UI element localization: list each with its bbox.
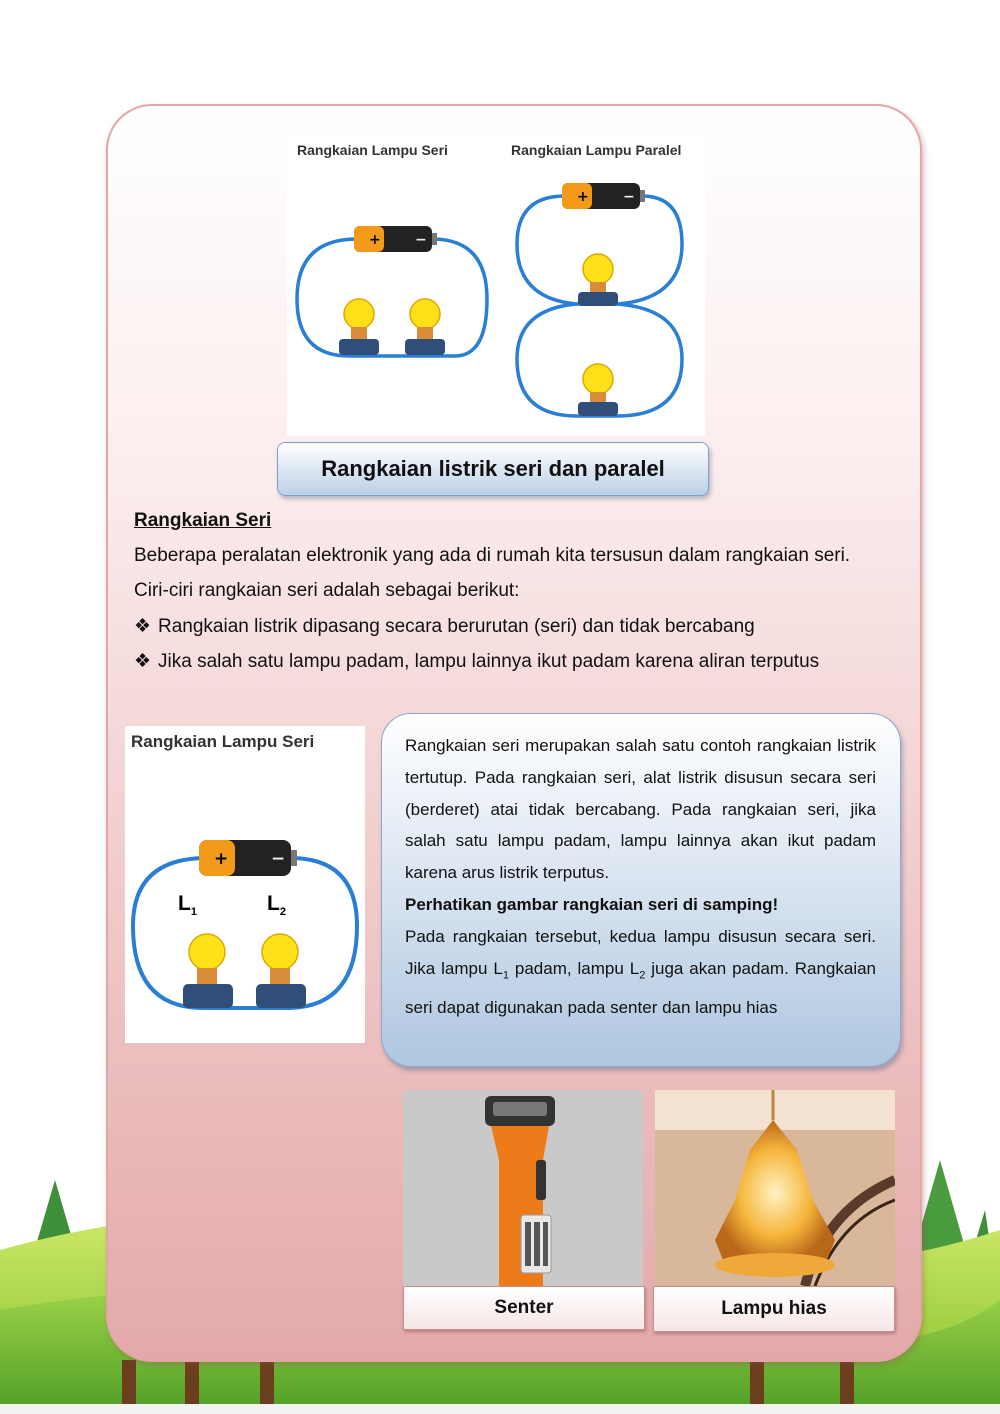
info-paragraph-1: Rangkaian seri merupakan salah satu contoh rangkaian listrik tertutup. Pada rangkaian seri, alat listrik disusun secara seri (berderet) atai tidak bercabang. Pada rangkaian seri, jika salah satu lampu padam, lampu lainnya akan ikut padam karena arus listrik terputus. [405, 736, 876, 883]
series-circuit-label: Rangkaian Lampu Seri [297, 142, 448, 158]
flashlight-icon [403, 1090, 643, 1286]
intro-line-1: Beberapa peralatan elektronik yang ada di rumah kita tersusun dalam rangkaian seri. [134, 545, 851, 566]
lamp2-label: $L_2$ [267, 892, 286, 919]
bullet-text: Jika salah satu lampu padam, lampu lainnya ikut padam karena aliran terputus [158, 651, 820, 672]
svg-text:+: + [369, 232, 381, 248]
chandelier-photo [655, 1090, 895, 1286]
chandelier-caption: Lampu hias [653, 1286, 895, 1332]
info-box [381, 713, 901, 1067]
svg-text:+: + [214, 849, 229, 869]
flashlight-caption: Senter [403, 1286, 645, 1330]
list-item [134, 650, 819, 673]
lamp-icon [405, 299, 445, 355]
section-title: Rangkaian Seri [134, 510, 272, 531]
wire-icon [297, 239, 487, 356]
series-circuit-diagram [125, 726, 365, 1043]
lamp1-label: $L_1$ [178, 892, 197, 919]
battery-icon [354, 226, 437, 252]
bullet-text: Rangkaian listrik dipasang secara berurutan (seri) dan tidak bercabang [158, 616, 755, 637]
bullet-icon: ❖ [134, 651, 152, 672]
lamp-icon [578, 254, 618, 306]
list-item [134, 615, 755, 638]
chandelier-icon [655, 1090, 895, 1286]
flashlight-photo [403, 1090, 643, 1286]
lamp-icon [256, 934, 306, 1008]
series-parallel-figure [287, 134, 705, 436]
series-circuit-figure [125, 726, 365, 1043]
battery-icon [199, 840, 297, 876]
bullet-icon: ❖ [134, 616, 152, 637]
intro-line-2: Ciri-ciri rangkaian seri adalah sebagai berikut: [134, 580, 520, 601]
info-instruction: Perhatikan gambar rangkaian seri di samping! [405, 894, 779, 914]
lamp-icon [183, 934, 233, 1008]
series-figure-label: Rangkaian Lampu Seri [131, 732, 315, 751]
lamp-icon [339, 299, 379, 355]
battery-icon [562, 183, 645, 209]
circuit-diagram [287, 134, 705, 436]
svg-text:−: − [415, 232, 427, 248]
svg-text:−: − [623, 189, 635, 205]
svg-text:−: − [271, 849, 286, 869]
svg-text:+: + [577, 189, 589, 205]
lamp-icon [578, 364, 618, 416]
figure-caption: Rangkaian listrik seri dan paralel [277, 442, 709, 496]
parallel-circuit-label: Rangkaian Lampu Paralel [511, 142, 682, 158]
info-paragraph-2: Pada rangkaian tersebut, kedua lampu disusun secara seri. Jika lampu $L_1$ padam, lampu $L_2$ juga akan padam. Rangkaian seri dapat digunakan pada senter dan lampu hias [405, 926, 877, 1017]
info-text [405, 730, 876, 1024]
wire-icon [133, 858, 357, 1008]
